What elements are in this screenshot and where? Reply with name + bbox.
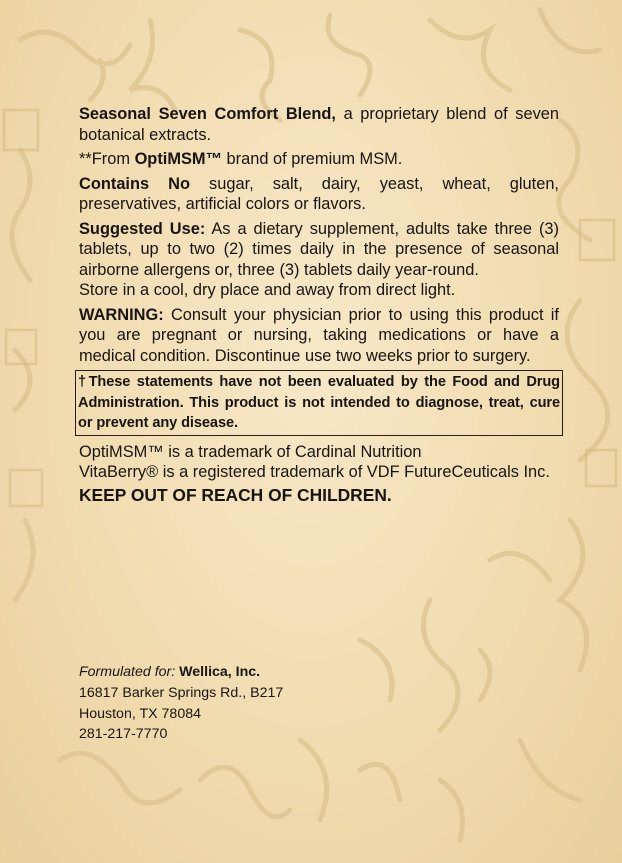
warning-text: Consult your physician prior to using this product if you are pregnant or nursing, taking medications or have a medical condition. Discontinue use two weeks prior to surgery. xyxy=(79,305,559,365)
warning-paragraph xyxy=(79,305,559,367)
suggested-use-paragraph xyxy=(79,219,559,281)
optimsm-source: **From OptiMSM™ brand of premium MSM. xyxy=(79,150,403,168)
manufacturer-address xyxy=(79,662,399,745)
company-name: Wellica, Inc. xyxy=(179,664,261,680)
formulated-for-line xyxy=(79,662,399,683)
blend-paragraph xyxy=(79,104,559,145)
warning-label: WARNING: xyxy=(79,305,164,324)
street-address: 16817 Barker Springs Rd., B217 xyxy=(79,684,284,701)
trademark-vitaberry: VitaBerry® is a registered trademark of VDF FutureCeuticals Inc. xyxy=(79,463,550,482)
blend-heading: Seasonal Seven Comfort Blend, xyxy=(79,105,336,123)
contains-label: Contains No xyxy=(79,174,190,193)
phone-number: 281-217-7770 xyxy=(79,726,168,743)
suggested-use-text: As a dietary supplement, adults take three (3) tablets, up to two (2) times daily in the presence of seasonal airborne allergens or, three (3) tablets daily year-round. xyxy=(79,219,560,279)
suggested-use-label: Suggested Use: xyxy=(79,219,206,238)
optimsm-brand: OptiMSM™ xyxy=(134,150,222,168)
contains-text: sugar, salt, dairy, yeast, wheat, gluten, preservatives, artificial colors or flavors. xyxy=(79,174,559,213)
trademark-optimsm: OptiMSM™ is a trademark of Cardinal Nutrition xyxy=(79,442,422,461)
storage-instructions: Store in a cool, dry place and away from direct light. xyxy=(79,281,456,299)
formulated-for-label: Formulated for: xyxy=(79,664,176,680)
city-state-zip: Houston, TX 78084 xyxy=(79,705,201,722)
blend-description: a proprietary blend of seven botanical extracts. xyxy=(79,105,559,144)
label-text-block xyxy=(79,104,559,505)
contains-paragraph xyxy=(79,174,559,215)
fda-disclaimer-box: †These statements have not been evaluated by the Food and Drug Administration. This product is not intended to diagnose, treat, cure or prevent any disease. xyxy=(75,370,563,436)
keep-out-of-reach: KEEP OUT OF REACH OF CHILDREN. xyxy=(79,484,392,505)
